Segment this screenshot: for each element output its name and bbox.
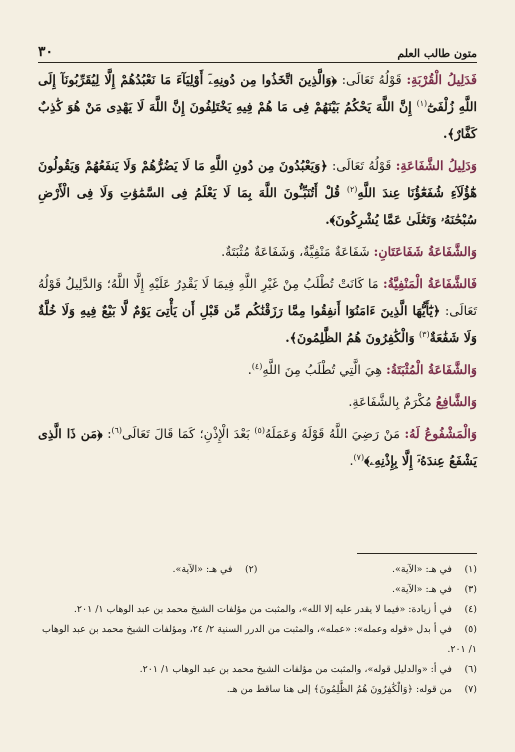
footnote-ref[interactable]: (٢) [346, 184, 358, 194]
paragraph-intercessed [38, 420, 477, 474]
term: وَالشَّفَاعَةُ شَفَاعَتَانِ: [373, 244, 477, 259]
paragraph-two-types [38, 238, 477, 265]
footnote-ref[interactable]: (١) [416, 98, 428, 108]
quran-verse: ﴿مَن ذَا الَّذِى يَشْفَعُ عِندَهُۥٓ إِلَّا بِإِذْنِهِۦ﴾ [38, 426, 477, 468]
text: قَوْلُهُ تَعَالَى: [327, 158, 396, 173]
footnote-6 [38, 660, 477, 680]
text: هِيَ الَّتِي تُطْلَبُ مِنَ اللَّهِ [262, 362, 387, 377]
term: وَالشَّفَاعَةُ الْمُثْبَتَةُ: [386, 362, 477, 377]
footnote-text: في هـ: «الآية». [392, 564, 452, 575]
term: فَدَلِيلُ الْقُرْبَةِ: [406, 72, 477, 87]
term: وَالْمَشْفُوعُ لَهُ: [404, 426, 478, 441]
footnote-ref[interactable]: (٥) [254, 425, 265, 435]
text: بَعْدَ الْإِذْنِ؛ كَمَا قَالَ تَعَالَى [122, 426, 255, 441]
footnote-number: (١) [464, 564, 477, 575]
footnote-ref[interactable]: (٣) [419, 329, 430, 339]
footnote-text: في أ بدل «قوله وعمله»: «عمله»، والمثبت من الدرر السنية ٢/ ٢٤، ومؤلفات الشيخ محمد بن عبد الوهاب ١/ ٢٠١. [42, 624, 477, 655]
footnote-2 [38, 560, 258, 580]
quran-verse: ﴿وَالَّذِينَ اتَّخَذُوا مِن دُونِهِۦٓ أَوْلِيَآءَ مَا نَعْبُدُهُمْ إِلَّا لِيُقَرِّبُونَآ إِلَى اللَّهِ زُلْفَىٰٓ [38, 72, 477, 114]
paragraph-affirmed [38, 356, 477, 383]
header-rule [38, 62, 477, 63]
footnote-text: في هـ: «الآية». [392, 584, 452, 595]
footnote-rule [357, 553, 477, 554]
page-header [38, 38, 477, 60]
text: : [102, 426, 112, 441]
quran-verse: إِنَّ اللَّهَ يَحْكُمُ بَيْنَهُمْ فِى مَا هُمْ فِيهِ يَخْتَلِفُونَ إِنَّ اللَّهَ لَا يَهْدِى مَنْ هُوَ كَٰذِبٌ كَفَّارٌ﴾. [38, 99, 477, 141]
quran-verse: ﴿وَيَعْبُدُونَ مِن دُونِ اللَّهِ مَا لَا يَضُرُّهُمْ وَلَا يَنفَعُهُمْ وَيَقُولُونَ هَٰٓؤُلَآءِ شُفَعَٰٓؤُنَا عِندَ اللَّهِ [38, 158, 477, 200]
footnote-number: (٤) [464, 604, 477, 615]
text: . [247, 362, 252, 377]
footnote-number: (٢) [244, 564, 258, 575]
text: قَوْلُهُ تَعَالَى: [336, 72, 407, 87]
term: فَالشَّفَاعَةُ الْمَنْفِيَّةُ: [382, 276, 478, 291]
footnote-number: (٧) [464, 684, 477, 695]
footnote-ref[interactable]: (٤) [251, 361, 263, 371]
text: مُكْرَمٌ بِالشَّفَاعَةِ. [348, 394, 436, 409]
footnote-number: (٥) [464, 624, 477, 635]
footnote-7 [38, 680, 477, 700]
footnote-text: من قوله: ﴿وَالْكَٰفِرُونَ هُمُ الظَّٰلِمُونَ﴾ إلى هنا ساقط من هـ. [226, 684, 452, 695]
footnote-number: (٣) [464, 584, 477, 595]
page-number: ٣٠ [38, 44, 54, 60]
footnote-ref[interactable]: (٦) [111, 425, 123, 435]
text: مَنْ رَضِيَ اللَّهُ قَوْلَهُ وَعَمَلَهُ [264, 426, 405, 441]
footnote-ref[interactable]: (٧) [353, 452, 365, 462]
footnote-text: في أ: «والدليل قوله»، والمثبت من مؤلفات الشيخ محمد بن عبد الوهاب ١/ ٢٠١. [139, 664, 452, 675]
footnote-1 [258, 560, 478, 580]
text: شَفَاعَةٌ مَنْفِيَّةٌ، وَشَفَاعَةٌ مُثْبَتَةٌ. [221, 244, 374, 259]
paragraph-intercessor [38, 388, 477, 415]
term: وَالشَّافِعُ [435, 394, 477, 409]
paragraph-shafaa [38, 152, 477, 233]
footnote-number: (٦) [464, 664, 477, 675]
text: مَا كَانَتْ تُطْلَبُ مِنْ غَيْرِ اللَّهِ فِيمَا لَا يَقْدِرُ عَلَيْهِ إِلَّا اللَّهُ؛ وَالدَّلِيلُ قَوْلُهُ تَعَالَى: [38, 276, 478, 318]
text: . [349, 453, 354, 468]
footnote-3 [38, 580, 477, 600]
paragraph-negated [38, 270, 477, 351]
quran-verse: قُلْ أَتُنَبِّـُٔونَ اللَّهَ بِمَا لَا يَعْلَمُ فِى السَّمَٰوَٰتِ وَلَا فِى الْأَرْضِ سُبْحَٰنَهُۥ وَتَعَٰلَىٰ عَمَّا يُشْرِكُونَ﴾. [38, 185, 477, 227]
paragraph-qurba [38, 66, 477, 147]
running-title: متون طالب العلم [397, 47, 477, 60]
footnotes [38, 560, 477, 700]
quran-verse: وَالْكَٰفِرُونَ هُمُ الظَّٰلِمُونَ﴾. [285, 330, 420, 345]
quran-verse: ﴿يَٰٓأَيُّهَا الَّذِينَ ءَامَنُوٓا أَنفِقُوا مِمَّا رَزَقْنَٰكُم مِّن قَبْلِ أَن يَأْتِىَ يَوْمٌ لَّا بَيْعٌ فِيهِ وَلَا خُلَّةٌ وَلَا شَفَٰعَةٌ [38, 303, 477, 345]
footnote-5 [38, 620, 477, 660]
footnote-text: في أ زيادة: «فيما لا يقدر عليه إلا الله»، والمثبت من مؤلفات الشيخ محمد بن عبد الوهاب ١/ ٢٠١. [73, 604, 452, 615]
footnote-4 [38, 600, 477, 620]
footnote-row [38, 560, 477, 580]
term: وَدَلِيلُ الشَّفَاعَةِ: [395, 158, 477, 173]
footnote-text: في هـ: «الآية». [172, 564, 233, 575]
main-text [38, 66, 477, 474]
